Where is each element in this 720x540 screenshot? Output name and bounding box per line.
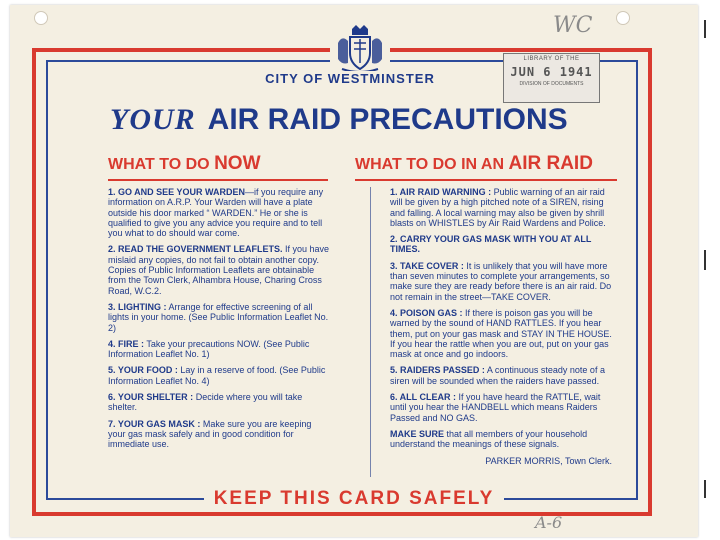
instruction-body: Decide where you will take shelter. xyxy=(108,392,303,413)
instruction-item xyxy=(108,419,330,450)
page-title xyxy=(110,103,568,137)
left-heading-big: NOW xyxy=(214,153,261,174)
right-heading-prefix: WHAT TO DO IN AN xyxy=(355,156,505,173)
instruction-item xyxy=(390,392,618,423)
right-column xyxy=(390,187,618,472)
left-column xyxy=(108,187,330,456)
footer-text: KEEP THIS CARD SAFELY xyxy=(204,488,505,509)
library-received-stamp xyxy=(503,53,600,103)
instruction-item xyxy=(108,339,330,360)
instruction-item xyxy=(390,261,618,302)
instruction-item xyxy=(108,187,330,238)
instruction-body: Arrange for effective screening of all lights in your home. (See Public Information Leaflet No. 2) xyxy=(108,301,329,333)
instruction-item xyxy=(108,244,330,295)
column-divider xyxy=(370,187,371,477)
instruction-item xyxy=(390,234,618,255)
instruction-heading: 6. YOUR SHELTER : xyxy=(108,392,194,403)
notice-card xyxy=(10,5,698,537)
instruction-item xyxy=(390,308,618,359)
adjacent-page-edge xyxy=(700,0,720,540)
instruction-heading: 3. TAKE COVER : xyxy=(390,260,464,271)
instruction-item xyxy=(390,429,618,450)
instruction-heading: 2. CARRY YOUR GAS MASK WITH YOU AT ALL TIMES. xyxy=(390,234,592,255)
left-heading xyxy=(108,153,261,175)
instruction-body: If you have heard the RATTLE, wait until you hear the HANDBELL which means Raiders Passed and NO GAS. xyxy=(390,392,601,423)
right-heading-rule xyxy=(355,179,617,181)
instruction-item xyxy=(108,302,330,333)
handwritten-note-top: WC xyxy=(553,13,593,38)
instruction-heading: 2. READ THE GOVERNMENT LEAFLETS. xyxy=(108,244,283,255)
stamp-line2: DIVISION OF DOCUMENTS xyxy=(519,81,584,87)
instruction-body: It is unlikely that you will have more than seven minutes to complete your arrangements, so make sure they are ready before there is an air raid. Do not remain in the street—TAKE COVER. xyxy=(390,260,612,302)
instruction-body: If you have mislaid any copies, do not fail to obtain another copy. Copies of Public Information Leaflets are obtainable from the Town Clerk, Alhambra House, Charing Cross Road, W.C.2. xyxy=(108,244,330,296)
stamp-line1: LIBRARY OF THE xyxy=(523,56,580,62)
instruction-heading: 4. FIRE : xyxy=(108,338,145,349)
instruction-heading: 7. YOUR GAS MASK : xyxy=(108,418,201,429)
signature: PARKER MORRIS, Town Clerk. xyxy=(485,455,612,466)
instruction-heading: 5. RAIDERS PASSED : xyxy=(390,365,485,376)
instruction-body: Take your precautions NOW. (See Public Information Leaflet No. 1) xyxy=(108,338,310,360)
footer xyxy=(10,488,698,510)
left-heading-rule xyxy=(108,179,328,181)
instruction-body: If there is poison gas you will be warned by the sound of HAND RATTLES. If you hear them, put on your gas mask and STAY IN THE HOUSE. If you hear the rattle when you are out, put on your gas mask at once and go indoors. xyxy=(390,307,612,360)
instruction-heading: MAKE SURE xyxy=(390,428,445,439)
westminster-crest-icon xyxy=(330,23,390,75)
instruction-body: that all members of your household understand the meanings of these signals. xyxy=(390,428,588,450)
instruction-item xyxy=(390,365,618,386)
instruction-heading: 5. YOUR FOOD : xyxy=(108,365,178,376)
instruction-body: Public warning of an air raid will be given by a high pitched note of a SIREN, rising and falling. A local warning may also be given by shrill blasts on WHISTLES by Air Raid Wardens and Police. xyxy=(390,187,606,228)
left-heading-prefix: WHAT TO DO xyxy=(108,156,210,173)
instruction-item xyxy=(390,187,618,228)
city-heading: CITY OF WESTMINSTER xyxy=(250,71,450,86)
instruction-body: —if you require any information on A.R.P. Your Warden will have a plate outside his door marked “ WARDEN.” He or she is qualified to give you any advice you require and to tell you what to do should war come. xyxy=(108,187,324,239)
title-your: YOUR xyxy=(110,103,196,136)
stamp-date: JUN 6 1941 xyxy=(510,65,593,79)
instruction-heading: 4. POISON GAS : xyxy=(390,307,463,318)
title-rest: AIR RAID PRECAUTIONS xyxy=(207,103,568,136)
right-heading xyxy=(355,153,593,175)
punch-hole xyxy=(34,11,48,25)
instruction-heading: 6. ALL CLEAR : xyxy=(390,392,457,403)
punch-hole xyxy=(616,11,630,25)
instruction-heading: 3. LIGHTING : xyxy=(108,301,167,312)
instruction-body: Lay in a reserve of food. (See Public Information Leaflet No. 4) xyxy=(108,365,326,386)
instruction-item xyxy=(108,392,330,413)
instruction-item xyxy=(108,365,330,386)
instruction-heading: 1. AIR RAID WARNING : xyxy=(390,187,492,197)
instruction-heading: 1. GO AND SEE YOUR WARDEN xyxy=(108,187,246,197)
instruction-body: Make sure you are keeping your gas mask safely and in good condition for immediate use. xyxy=(108,418,312,450)
instruction-body: A continuous steady note of a siren will be sounded when the raiders have passed. xyxy=(390,365,605,386)
handwritten-note-bottom: A-6 xyxy=(535,513,563,532)
right-heading-big: AIR RAID xyxy=(508,153,593,174)
